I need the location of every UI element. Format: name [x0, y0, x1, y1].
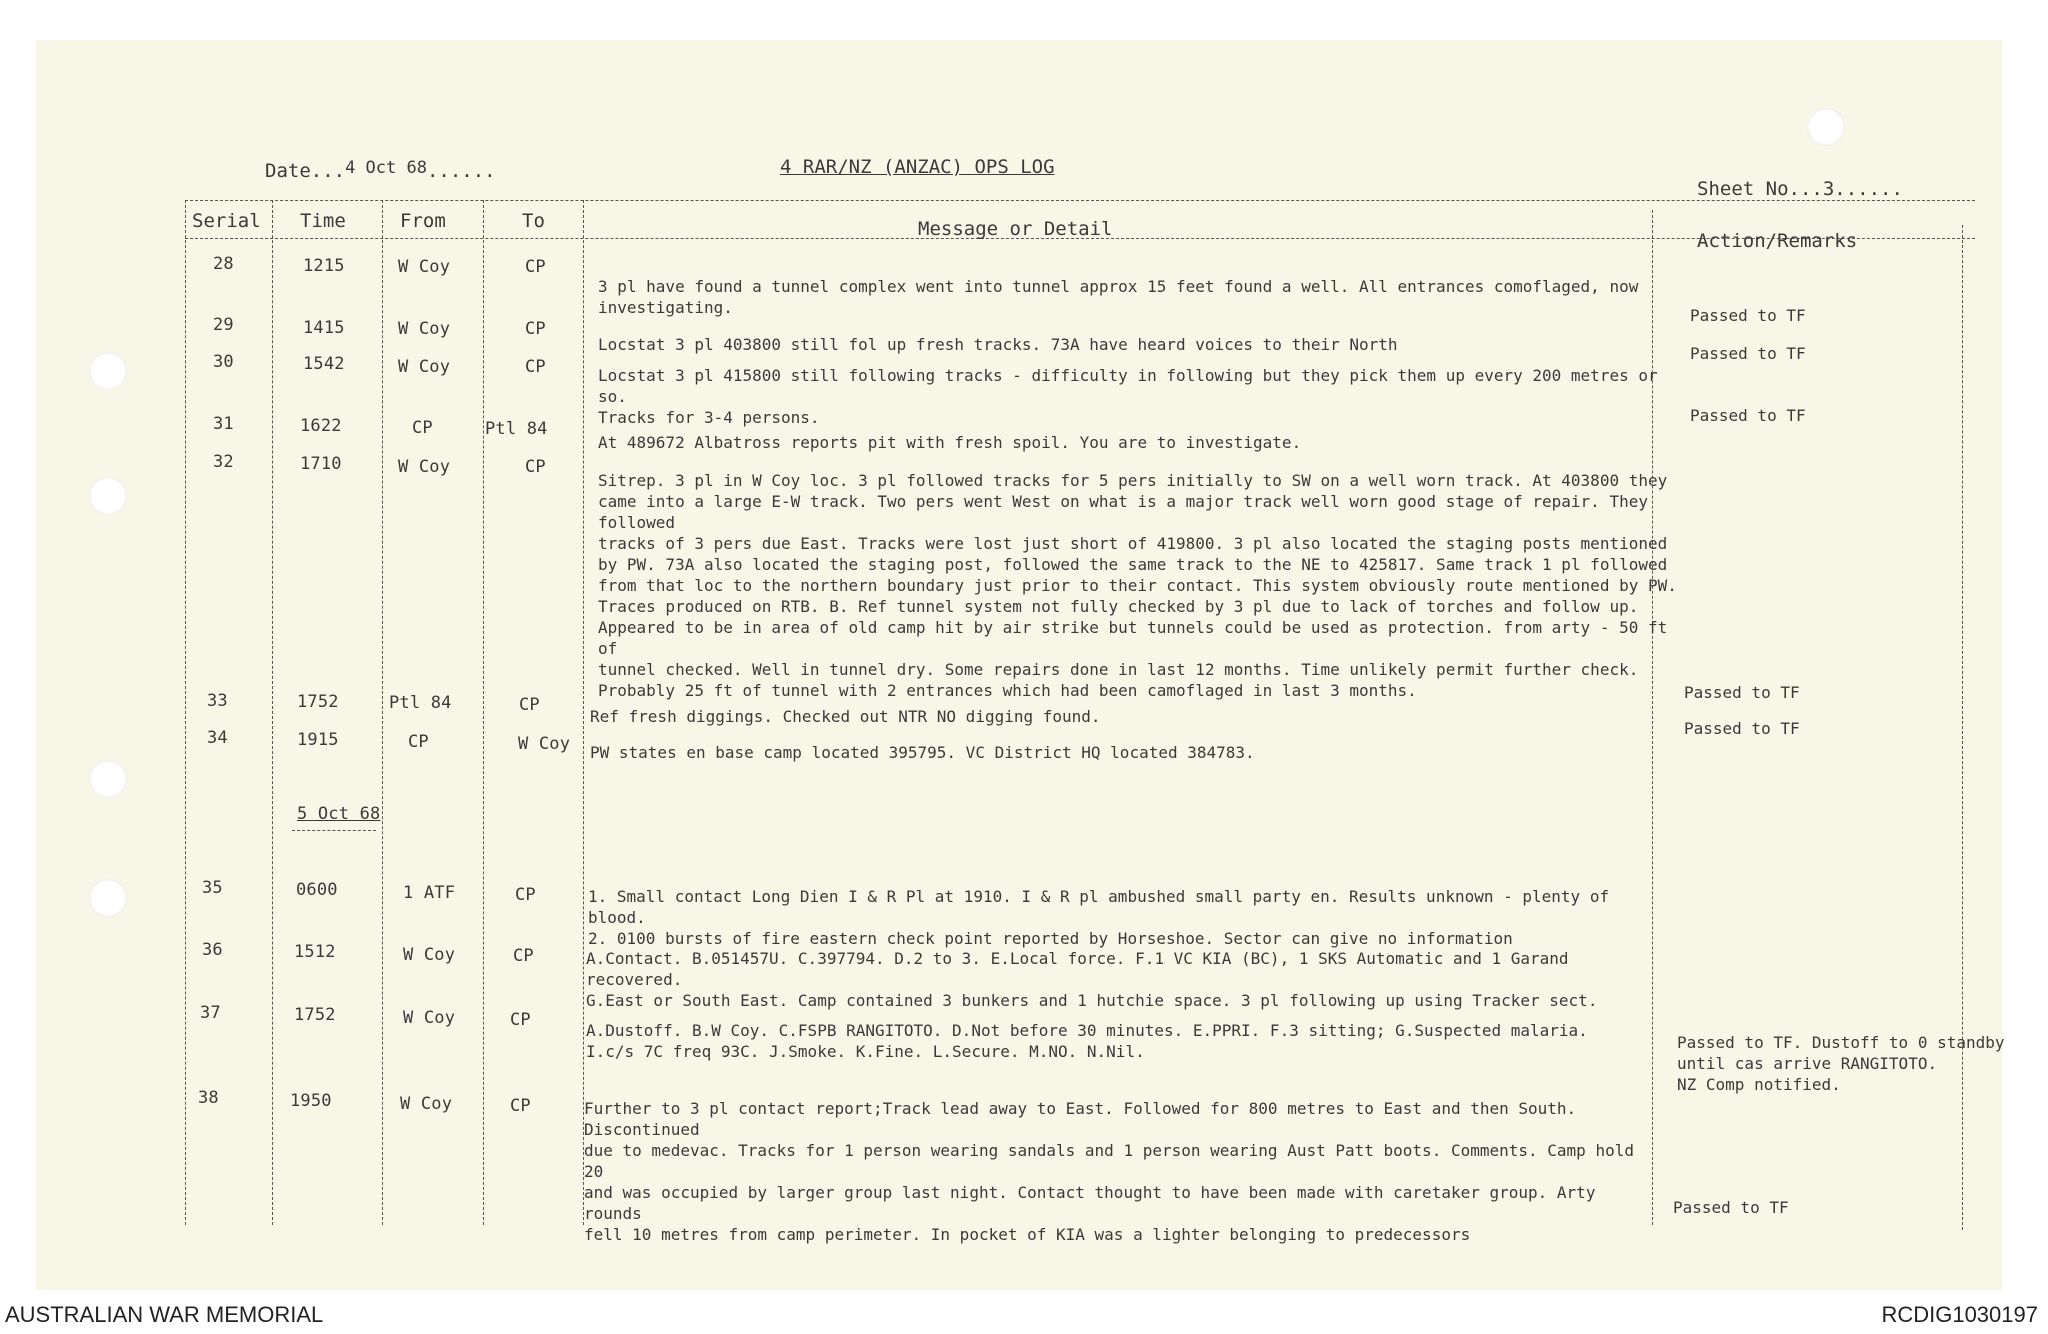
time-cell: 1752: [297, 692, 339, 712]
from-cell: Ptl 84: [389, 693, 452, 713]
col-rule: [1652, 210, 1653, 1225]
message-cell: 1. Small contact Long Dien I & R Pl at 1910. I & R pl ambushed small party en. Results unknown - plenty of blood. 2. 0100 bursts of fire eastern check point reported by Horseshoe. Sector can give no information: [588, 887, 1610, 948]
time-cell: 1622: [300, 416, 342, 436]
to-cell: CP: [525, 357, 546, 377]
col-rule: [382, 200, 383, 1225]
time-cell: 1512: [294, 942, 336, 962]
from-cell: W Coy: [400, 1094, 453, 1114]
from-cell: 1 ATF: [403, 883, 456, 903]
sheet-dots: ......: [1834, 178, 1903, 200]
punch-hole: [89, 352, 127, 390]
time-cell: 0600: [296, 880, 338, 900]
to-cell: CP: [525, 457, 546, 477]
time-cell: 1915: [297, 730, 339, 750]
date-line: [265, 160, 496, 182]
serial-cell: 35: [202, 878, 223, 898]
message-cell: A.Dustoff. B.W Coy. C.FSPB RANGITOTO. D.Not before 30 minutes. E.PPRI. F.3 sitting; G.Suspected malaria. I.c/s 7C freq 93C. J.Smoke. K.Fine. L.Secure. M.NO. N.Nil.: [586, 1021, 1588, 1061]
col-header-serial: Serial: [192, 210, 261, 232]
date-change: 5 Oct 68: [297, 804, 381, 824]
from-cell: CP: [408, 732, 429, 752]
to-cell: Ptl 84: [485, 419, 548, 439]
message-cell: Ref fresh diggings. Checked out NTR NO digging found.: [590, 707, 1101, 726]
footer-record-id: RCDIG1030197: [1881, 1302, 2038, 1327]
col-header-to: To: [522, 210, 545, 232]
col-rule: [483, 200, 484, 1225]
serial-cell: 30: [213, 352, 234, 372]
sheet-number: [1697, 178, 1903, 200]
remark-cell: Passed to TF: [1684, 683, 1800, 702]
to-cell: CP: [510, 1096, 531, 1116]
serial-cell: 37: [200, 1003, 221, 1023]
footer-credit: AUSTRALIAN WAR MEMORIAL: [5, 1302, 324, 1327]
message-cell: Further to 3 pl contact report;Track lead away to East. Followed for 800 metres to East and then South. Discontinued due to medevac. Tracks for 1 person wearing sandals and 1 person wearing Aust Patt boots. Comments. Camp hold 20 and was occupied by larger group last night. Contact thought to have been made with caretaker group. Arty rounds fell 10 metres from camp perimeter. In pocket of KIA was a lighter belonging to predecessors: [584, 1099, 1634, 1244]
remark-cell: Passed to TF: [1690, 306, 1806, 325]
col-header-from: From: [400, 210, 446, 232]
date-value: 4 Oct 68: [345, 158, 427, 178]
punch-hole: [1807, 108, 1845, 146]
from-cell: W Coy: [403, 1008, 456, 1028]
serial-cell: 36: [202, 940, 223, 960]
serial-cell: 29: [213, 315, 234, 335]
punch-hole: [89, 879, 127, 917]
time-cell: 1752: [294, 1005, 336, 1025]
time-cell: 1542: [303, 354, 345, 374]
remark-cell: Passed to TF: [1690, 406, 1806, 425]
col-header-time: Time: [300, 210, 346, 232]
col-rule: [185, 200, 186, 1225]
sheet-value: 3: [1822, 178, 1835, 200]
message-cell: 3 pl have found a tunnel complex went into tunnel approx 15 feet found a well. All entrances comoflaged, now investigating.: [598, 277, 1639, 317]
from-cell: W Coy: [403, 945, 456, 965]
serial-cell: 28: [213, 254, 234, 274]
serial-cell: 31: [213, 414, 234, 434]
date-dots: ......: [426, 160, 496, 182]
to-cell: W Coy: [518, 734, 571, 754]
serial-cell: 33: [207, 691, 228, 711]
col-rule: [272, 200, 273, 1225]
time-cell: 1415: [303, 318, 345, 338]
from-cell: W Coy: [398, 457, 451, 477]
message-cell: Locstat 3 pl 403800 still fol up fresh tracks. 73A have heard voices to their North: [598, 335, 1398, 354]
from-cell: W Coy: [398, 257, 451, 277]
remark-cell: Passed to TF. Dustoff to 0 standby until cas arrive RANGITOTO. NZ Comp notified.: [1677, 1033, 2005, 1094]
remark-cell: Passed to TF: [1673, 1198, 1789, 1217]
log-title: 4 RAR/NZ (ANZAC) OPS LOG: [780, 156, 1055, 178]
message-cell: At 489672 Albatross reports pit with fresh spoil. You are to investigate.: [598, 433, 1302, 452]
date-label: Date...: [265, 160, 346, 182]
serial-cell: 38: [198, 1088, 219, 1108]
message-cell: PW states en base camp located 395795. VC District HQ located 384783.: [590, 743, 1255, 762]
to-cell: CP: [510, 1010, 531, 1030]
time-cell: 1710: [300, 454, 342, 474]
to-cell: CP: [513, 946, 534, 966]
message-cell: Locstat 3 pl 415800 still following tracks - difficulty in following but they pick them up every 200 metres or so. Tracks for 3-4 persons.: [598, 366, 1658, 427]
message-cell: A.Contact. B.051457U. C.397794. D.2 to 3. E.Local force. F.1 VC KIA (BC), 1 SKS Automatic and 1 Garand recovered. G.East or South East. Camp contained 3 bunkers and 1 hutchie space. 3 pl following up using Tracker sect.: [586, 949, 1598, 1010]
sheet-label: Sheet No...: [1697, 178, 1823, 200]
remark-cell: Passed to TF: [1690, 344, 1806, 363]
time-cell: 1215: [303, 256, 345, 276]
time-cell: 1950: [290, 1091, 332, 1111]
to-cell: CP: [525, 257, 546, 277]
remark-cell: Passed to TF: [1684, 719, 1800, 738]
to-cell: CP: [519, 695, 540, 715]
col-header-remarks: Action/Remarks: [1697, 230, 1858, 252]
serial-cell: 34: [207, 728, 228, 748]
from-cell: W Coy: [398, 319, 451, 339]
table-top-rule: [185, 200, 1975, 201]
from-cell: CP: [412, 418, 433, 438]
message-cell: Sitrep. 3 pl in W Coy loc. 3 pl followed tracks for 5 pers initially to SW on a well worn track. At 403800 they came into a large E-W track. Two pers went West on what is a major track well worn good stage of repair. They followed tracks of 3 pers due East. Tracks were lost just short of 419800. 3 pl also located the staging posts mentioned by PW. 73A also located the staging post, followed the same track to the NE to 425817. Same track 1 pl followed from that loc to the northern boundary just prior to their contact. This system obviously route mentioned by PW. Traces produced on RTB. B. Ref tunnel system not fully checked by 3 pl due to lack of torches and follow up. Appeared to be in area of old camp hit by air strike but tunnels could be used as protection. from arty - 50 ft of tunnel checked. Well in tunnel dry. Some repairs done in last 12 months. Time unlikely permit further check. Probably 25 ft of tunnel with 2 entrances which had been camoflaged in last 3 months.: [598, 471, 1677, 700]
serial-cell: 32: [213, 452, 234, 472]
col-header-message: Message or Detail: [918, 218, 1113, 240]
col-rule: [583, 200, 584, 1225]
from-cell: W Coy: [398, 357, 451, 377]
date-change-rule: [292, 830, 376, 831]
punch-hole: [89, 477, 127, 515]
punch-hole: [89, 760, 127, 798]
to-cell: CP: [525, 319, 546, 339]
to-cell: CP: [515, 885, 536, 905]
